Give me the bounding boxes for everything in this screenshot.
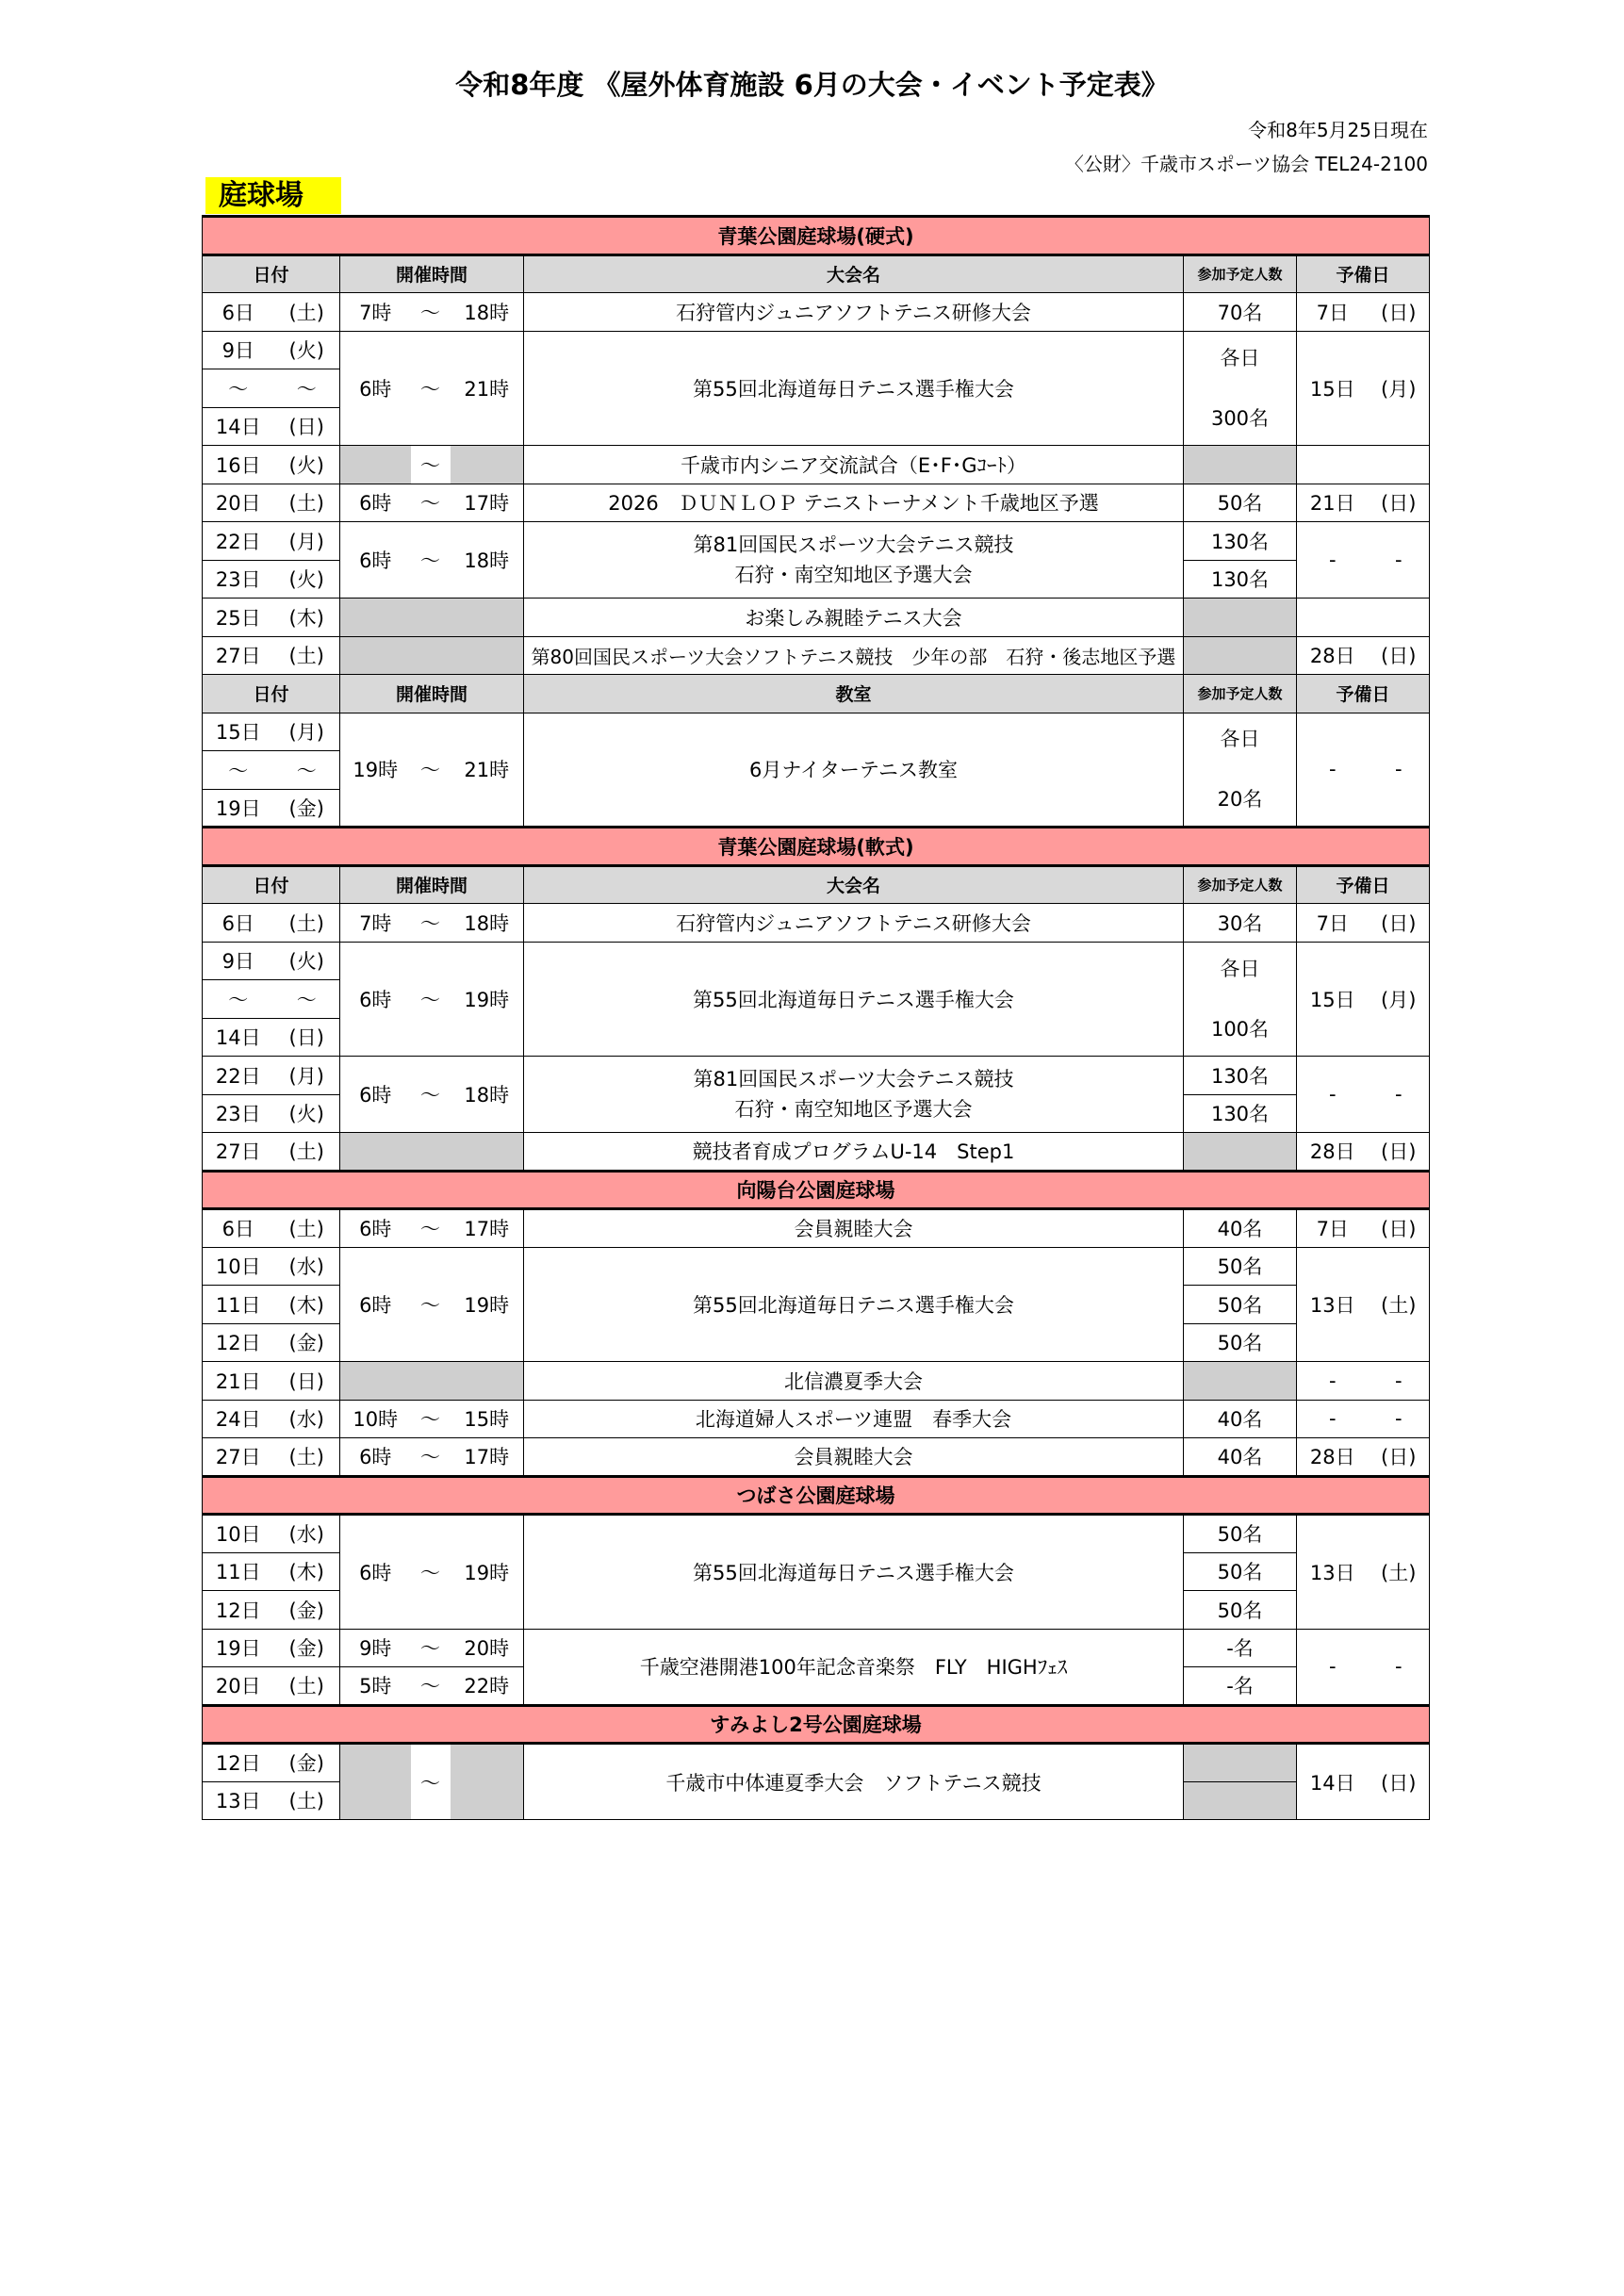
column-header-row: 日付 開催時間 大会名 参加予定人数 予備日: [203, 865, 1430, 904]
event-name: 第55回北海道毎日テニス選手権大会: [524, 942, 1184, 1057]
table-row: 10日 (水) 6時 ～ 19時 第55回北海道毎日テニス選手権大会 50名 13日 (土): [203, 1515, 1430, 1553]
table-row: 9日 (火) 6時 ～ 21時 第55回北海道毎日テニス選手権大会 各日 300名 15日 (月): [203, 331, 1430, 369]
event-name: お楽しみ親睦テニス大会: [524, 599, 1184, 637]
event-name: 第55回北海道毎日テニス選手権大会: [524, 1515, 1184, 1630]
table-row: ～ ～: [203, 751, 1430, 790]
event-name: 第81回国民スポーツ大会テニス競技 石狩・南空知地区予選大会: [524, 1057, 1184, 1133]
column-header-row: 日付 開催時間 大会名 参加予定人数 予備日: [203, 254, 1430, 293]
table-row: 11日 (木) 50名: [203, 1552, 1430, 1591]
event-name: 北信濃夏季大会: [524, 1362, 1184, 1401]
event-name: 千歳空港開港100年記念音楽祭 FLY HIGHﾌｪｽ: [524, 1629, 1184, 1705]
event-name: 千歳市中体連夏季大会 ソフトテニス競技: [524, 1744, 1184, 1820]
table-row: 19日 (金): [203, 789, 1430, 828]
event-name: 第55回北海道毎日テニス選手権大会: [524, 1247, 1184, 1362]
table-row: 6日 (土) 6時 ～ 17時 会員親睦大会 40名 7日 (日): [203, 1209, 1430, 1248]
event-name: 石狩管内ジュニアソフトテニス研修大会: [524, 904, 1184, 943]
event-name: 競技者育成プログラムU-14 Step1: [524, 1133, 1184, 1172]
table-row: ～ ～: [203, 369, 1430, 408]
organization-contact: 〈公財〉千歳市スポーツ協会 TEL24-2100: [1064, 153, 1428, 175]
table-row: 20日 (土) 6時 ～ 17時 2026 ＤＵＮＬＯＰ テニストーナメント千歳地区予選 50名 21日 (日): [203, 484, 1430, 522]
section-header: 青葉公園庭球場(硬式): [203, 217, 1430, 255]
table-row: 14日 (日): [203, 1018, 1430, 1057]
table-row: 6日 (土) 7時 ～ 18時 石狩管内ジュニアソフトテニス研修大会 70名 7日 (日): [203, 293, 1430, 332]
event-name: 会員親睦大会: [524, 1438, 1184, 1477]
page-title: 令和8年度 《屋外体育施設 6月の大会・イベント予定表》: [455, 69, 1169, 101]
table-row: 19日 (金) 9時 ～ 20時 千歳空港開港100年記念音楽祭 FLY HIGHﾌｪｽ -名 - -: [203, 1629, 1430, 1667]
event-name: 北海道婦人スポーツ連盟 春季大会: [524, 1400, 1184, 1438]
table-row: 9日 (火) 6時 ～ 19時 第55回北海道毎日テニス選手権大会 各日 100名 15日 (月): [203, 942, 1430, 980]
table-row: 12日 (金) ～ 千歳市中体連夏季大会 ソフトテニス競技 14日 (日): [203, 1744, 1430, 1782]
table-row: 10日 (水) 6時 ～ 19時 第55回北海道毎日テニス選手権大会 50名 13日 (土): [203, 1247, 1430, 1286]
table-row: 16日 (火) ～ 千歳市内シニア交流試合（E･F･Gｺｰﾄ）: [203, 446, 1430, 484]
event-name: 第81回国民スポーツ大会テニス競技 石狩・南空知地区予選大会: [524, 522, 1184, 599]
event-name: 会員親睦大会: [524, 1209, 1184, 1248]
table-row: 12日 (金) 50名: [203, 1591, 1430, 1630]
event-name: 第80回国民スポーツ大会ソフトテニス競技 少年の部 石狩・後志地区予選: [524, 636, 1184, 675]
event-name: 6月ナイターテニス教室: [524, 713, 1184, 828]
category-badge: 庭球場: [205, 177, 341, 214]
event-name: 2026 ＤＵＮＬＯＰ テニストーナメント千歳地区予選: [524, 484, 1184, 522]
table-row: 27日 (土) 競技者育成プログラムU-14 Step1 28日 (日): [203, 1133, 1430, 1172]
section-header: 青葉公園庭球場(軟式): [203, 828, 1430, 866]
table-row: ～ ～: [203, 980, 1430, 1019]
table-row: 27日 (土) 第80回国民スポーツ大会ソフトテニス競技 少年の部 石狩・後志地区予選 28日 (日): [203, 636, 1430, 675]
table-row: 23日 (火) 130名: [203, 1094, 1430, 1133]
section-header: 向陽台公園庭球場: [203, 1171, 1430, 1209]
table-row: 24日 (水) 10時 ～ 15時 北海道婦人スポーツ連盟 春季大会 40名 - -: [203, 1400, 1430, 1438]
table-row: 21日 (日) 北信濃夏季大会 - -: [203, 1362, 1430, 1401]
event-name: 第55回北海道毎日テニス選手権大会: [524, 331, 1184, 446]
schedule-table: [202, 215, 1430, 1820]
table-row: 22日 (月) 6時 ～ 18時 第81回国民スポーツ大会テニス競技 石狩・南空知地区予選大会 130名 - -: [203, 522, 1430, 561]
column-header-row: 日付 開催時間 教室 参加予定人数 予備日: [203, 675, 1430, 713]
event-name: 千歳市内シニア交流試合（E･F･Gｺｰﾄ）: [524, 446, 1184, 484]
table-row: 22日 (月) 6時 ～ 18時 第81回国民スポーツ大会テニス競技 石狩・南空知地区予選大会 130名 - -: [203, 1057, 1430, 1095]
table-row: 23日 (火) 130名: [203, 560, 1430, 599]
section-header: すみよし2号公園庭球場: [203, 1705, 1430, 1744]
table-row: 14日 (日): [203, 407, 1430, 446]
table-row: 15日 (月) 19時 ～ 21時 6月ナイターテニス教室 各日 20名 - -: [203, 713, 1430, 751]
table-row: 11日 (木) 50名: [203, 1286, 1430, 1324]
as-of-date: 令和8年5月25日現在: [1248, 119, 1428, 141]
section-header: つばさ公園庭球場: [203, 1476, 1430, 1515]
table-row: 20日 (土) 5時 ～ 22時 -名: [203, 1667, 1430, 1706]
table-row: 27日 (土) 6時 ～ 17時 会員親睦大会 40名 28日 (日): [203, 1438, 1430, 1477]
table-row: 25日 (木) お楽しみ親睦テニス大会: [203, 599, 1430, 637]
table-row: 12日 (金) 50名: [203, 1323, 1430, 1362]
event-name: 石狩管内ジュニアソフトテニス研修大会: [524, 293, 1184, 332]
table-row: 13日 (土): [203, 1781, 1430, 1820]
table-row: 6日 (土) 7時 ～ 18時 石狩管内ジュニアソフトテニス研修大会 30名 7日 (日): [203, 904, 1430, 943]
